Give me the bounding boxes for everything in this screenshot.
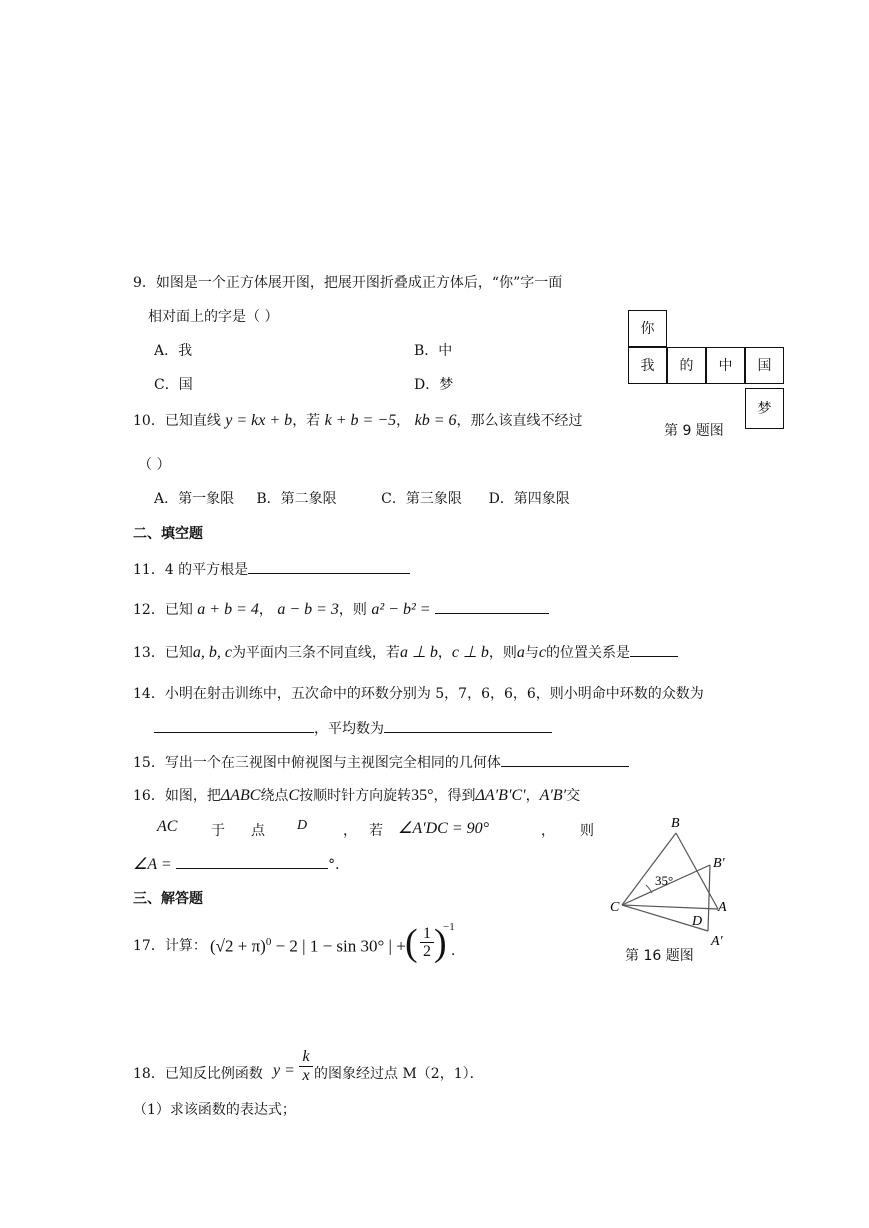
q14-blank-mean[interactable] <box>384 716 552 733</box>
q16-t1: 绕点 <box>260 788 289 804</box>
q13-c: c <box>538 644 547 661</box>
q14-line2 <box>154 716 552 738</box>
q11-text: 11．4 的平方根是 <box>133 562 249 578</box>
q10-prefix: 10．已知直线 <box>133 413 221 429</box>
q12-prefix: 12．已知 <box>133 602 193 618</box>
q16-angle-a: ∠A = <box>133 856 172 873</box>
q16-comma: ， <box>343 823 357 839</box>
q9-caption: 第 9 题图 <box>664 423 724 439</box>
q13-prefix: 13．已知 <box>133 645 193 661</box>
seg-ca <box>622 905 718 909</box>
q9-option-d: D．梦 <box>414 377 454 393</box>
q16-tri2: ΔA′B′C′ <box>475 787 526 804</box>
q14-line1: 14．小明在射击训练中，五次命中的环数分别为 5，7，6，6，6，则小明命中环数的众数为 <box>133 686 704 702</box>
q18-suffix: 的图象经过点 M（2，1）． <box>314 1066 484 1082</box>
q13-p1: a ⊥ b <box>399 644 438 661</box>
q16-blank[interactable] <box>176 852 328 869</box>
q16-t2: 按顺时针方向旋转 <box>299 788 412 804</box>
q10-eq2: k + b = −5 <box>324 412 397 429</box>
q13-blank[interactable] <box>630 640 678 657</box>
q18-den: x <box>302 1067 310 1084</box>
q17-exp-m1: −1 <box>443 921 455 933</box>
q16-seg: A′B′ <box>539 787 567 804</box>
q13-a: a <box>516 644 525 661</box>
q10-mid2: ， <box>396 413 411 429</box>
label-b: B <box>671 816 680 831</box>
q16-angle: 35° <box>411 787 434 804</box>
q9-option-a: A．我 <box>154 343 193 359</box>
q13-p2: c ⊥ b <box>451 644 489 661</box>
q12-mid: ，则 <box>338 602 367 618</box>
q12-sep: ， <box>258 602 273 618</box>
q15-blank[interactable] <box>501 750 629 767</box>
q17-prefix: 17．计算： <box>133 938 207 954</box>
q15 <box>133 750 629 772</box>
q18-y: y = <box>273 1062 295 1079</box>
q16-t3: ，得到 <box>433 788 476 804</box>
q17-end: ． <box>451 943 465 959</box>
q18-prefix: 18．已知反比例函数 <box>133 1066 263 1082</box>
q12-eq3: a² − b² = <box>371 601 431 618</box>
q10-suffix: ，那么该直线不经过 <box>456 413 583 429</box>
q17-frac-num: 1 <box>420 925 434 943</box>
seg-cb <box>622 833 676 905</box>
q17-lparen: ( <box>405 922 418 964</box>
q13-t3: 与 <box>524 645 539 661</box>
q16-t4: ， <box>525 788 540 804</box>
net-cell-ni: 你 <box>628 310 667 347</box>
q10-paren: （ ） <box>138 457 171 473</box>
q18-sub1: （1）求该函数的表达式； <box>133 1102 296 1118</box>
q16-ze: 则 <box>580 823 594 839</box>
q8-graphs <box>140 120 750 260</box>
net-cell-zhong: 中 <box>706 347 745 384</box>
q9-stem-line1: 9．如图是一个正方体展开图，把展开图折叠成正方体后，“你”字一面 <box>133 275 563 291</box>
label-d: D <box>692 914 703 929</box>
q16-ruo: 若 <box>369 823 383 839</box>
q12 <box>133 597 549 619</box>
q18-num: k <box>299 1048 313 1067</box>
q14-blank-mode[interactable] <box>154 716 314 733</box>
q16-figure <box>610 815 750 950</box>
q16-line1 <box>133 785 580 805</box>
q10-mid1: ，若 <box>292 413 321 429</box>
q18-frac <box>299 1048 313 1085</box>
q17-expr <box>210 936 406 957</box>
q17-expr-b: − 2 | 1 − sin 30° | + <box>271 936 406 956</box>
q9-option-c: C．国 <box>154 377 193 393</box>
q12-eq2: a − b = 3 <box>277 601 339 618</box>
label-bp: B′ <box>713 856 725 871</box>
q16-line3 <box>133 852 349 874</box>
q10-stem <box>133 410 583 430</box>
q9-stem-line2: 相对面上的字是（ ） <box>148 309 279 325</box>
label-c: C <box>610 900 620 915</box>
q17-exp0: 0 <box>265 936 272 948</box>
q11-blank[interactable] <box>248 557 410 574</box>
q16-c: C <box>288 787 300 804</box>
angle-arc <box>646 885 652 893</box>
q11 <box>133 557 410 579</box>
q14-mid: ，平均数为 <box>314 721 384 737</box>
q13-vars: a, b, c <box>192 644 232 661</box>
q10-eq1: y = kx + b <box>225 412 293 429</box>
q16-ac: AC <box>157 818 178 835</box>
q15-text: 15．写出一个在三视图中俯视图与主视图完全相同的几何体 <box>133 755 501 771</box>
q13-t1: 为平面内三条不同直线，若 <box>231 645 400 661</box>
q16-end: °． <box>328 857 350 873</box>
q13 <box>133 640 678 662</box>
q16-eq: ∠A′DC = 90° <box>398 820 490 837</box>
q16-comma2: ， <box>541 823 555 839</box>
net-cell-de: 的 <box>667 347 706 384</box>
label-ap: A′ <box>711 934 723 949</box>
label-angle: 35° <box>655 873 674 888</box>
q16-d: D <box>297 818 308 833</box>
q17-frac-den: 2 <box>423 943 431 960</box>
q17-expr-a: (√2 + π) <box>210 936 266 956</box>
q16-prefix: 16．如图，把 <box>133 788 221 804</box>
q16-t5: 交 <box>566 788 581 804</box>
q16-dian: 点 <box>251 823 265 839</box>
section-3-heading: 三、解答题 <box>133 891 203 907</box>
q9-option-b: B．中 <box>414 343 453 359</box>
net-cell-meng: 梦 <box>745 388 784 429</box>
q13-t4: 的位置关系是 <box>546 645 631 661</box>
q12-eq1: a + b = 4 <box>197 601 259 618</box>
label-a: A <box>718 900 727 915</box>
q13-sep: ， <box>437 645 452 661</box>
q10-options: A．第一象限 B．第二象限 C．第三象限 D．第四象限 <box>154 491 570 507</box>
q12-blank[interactable] <box>435 597 549 614</box>
q17-rparen: ) <box>434 922 447 964</box>
q16-tri1: ΔABC <box>220 787 261 804</box>
section-2-heading: 二、填空题 <box>133 526 203 542</box>
q13-t2: ，则 <box>488 645 517 661</box>
q17 <box>133 935 207 955</box>
net-cell-guo: 国 <box>745 347 784 384</box>
q16-caption: 第 16 题图 <box>625 948 694 964</box>
q17-frac <box>420 925 434 961</box>
q16-yu: 于 <box>211 823 225 839</box>
net-cell-wo: 我 <box>628 347 667 384</box>
seg-bpap <box>708 865 710 931</box>
q10-eq3: kb = 6 <box>414 412 457 429</box>
